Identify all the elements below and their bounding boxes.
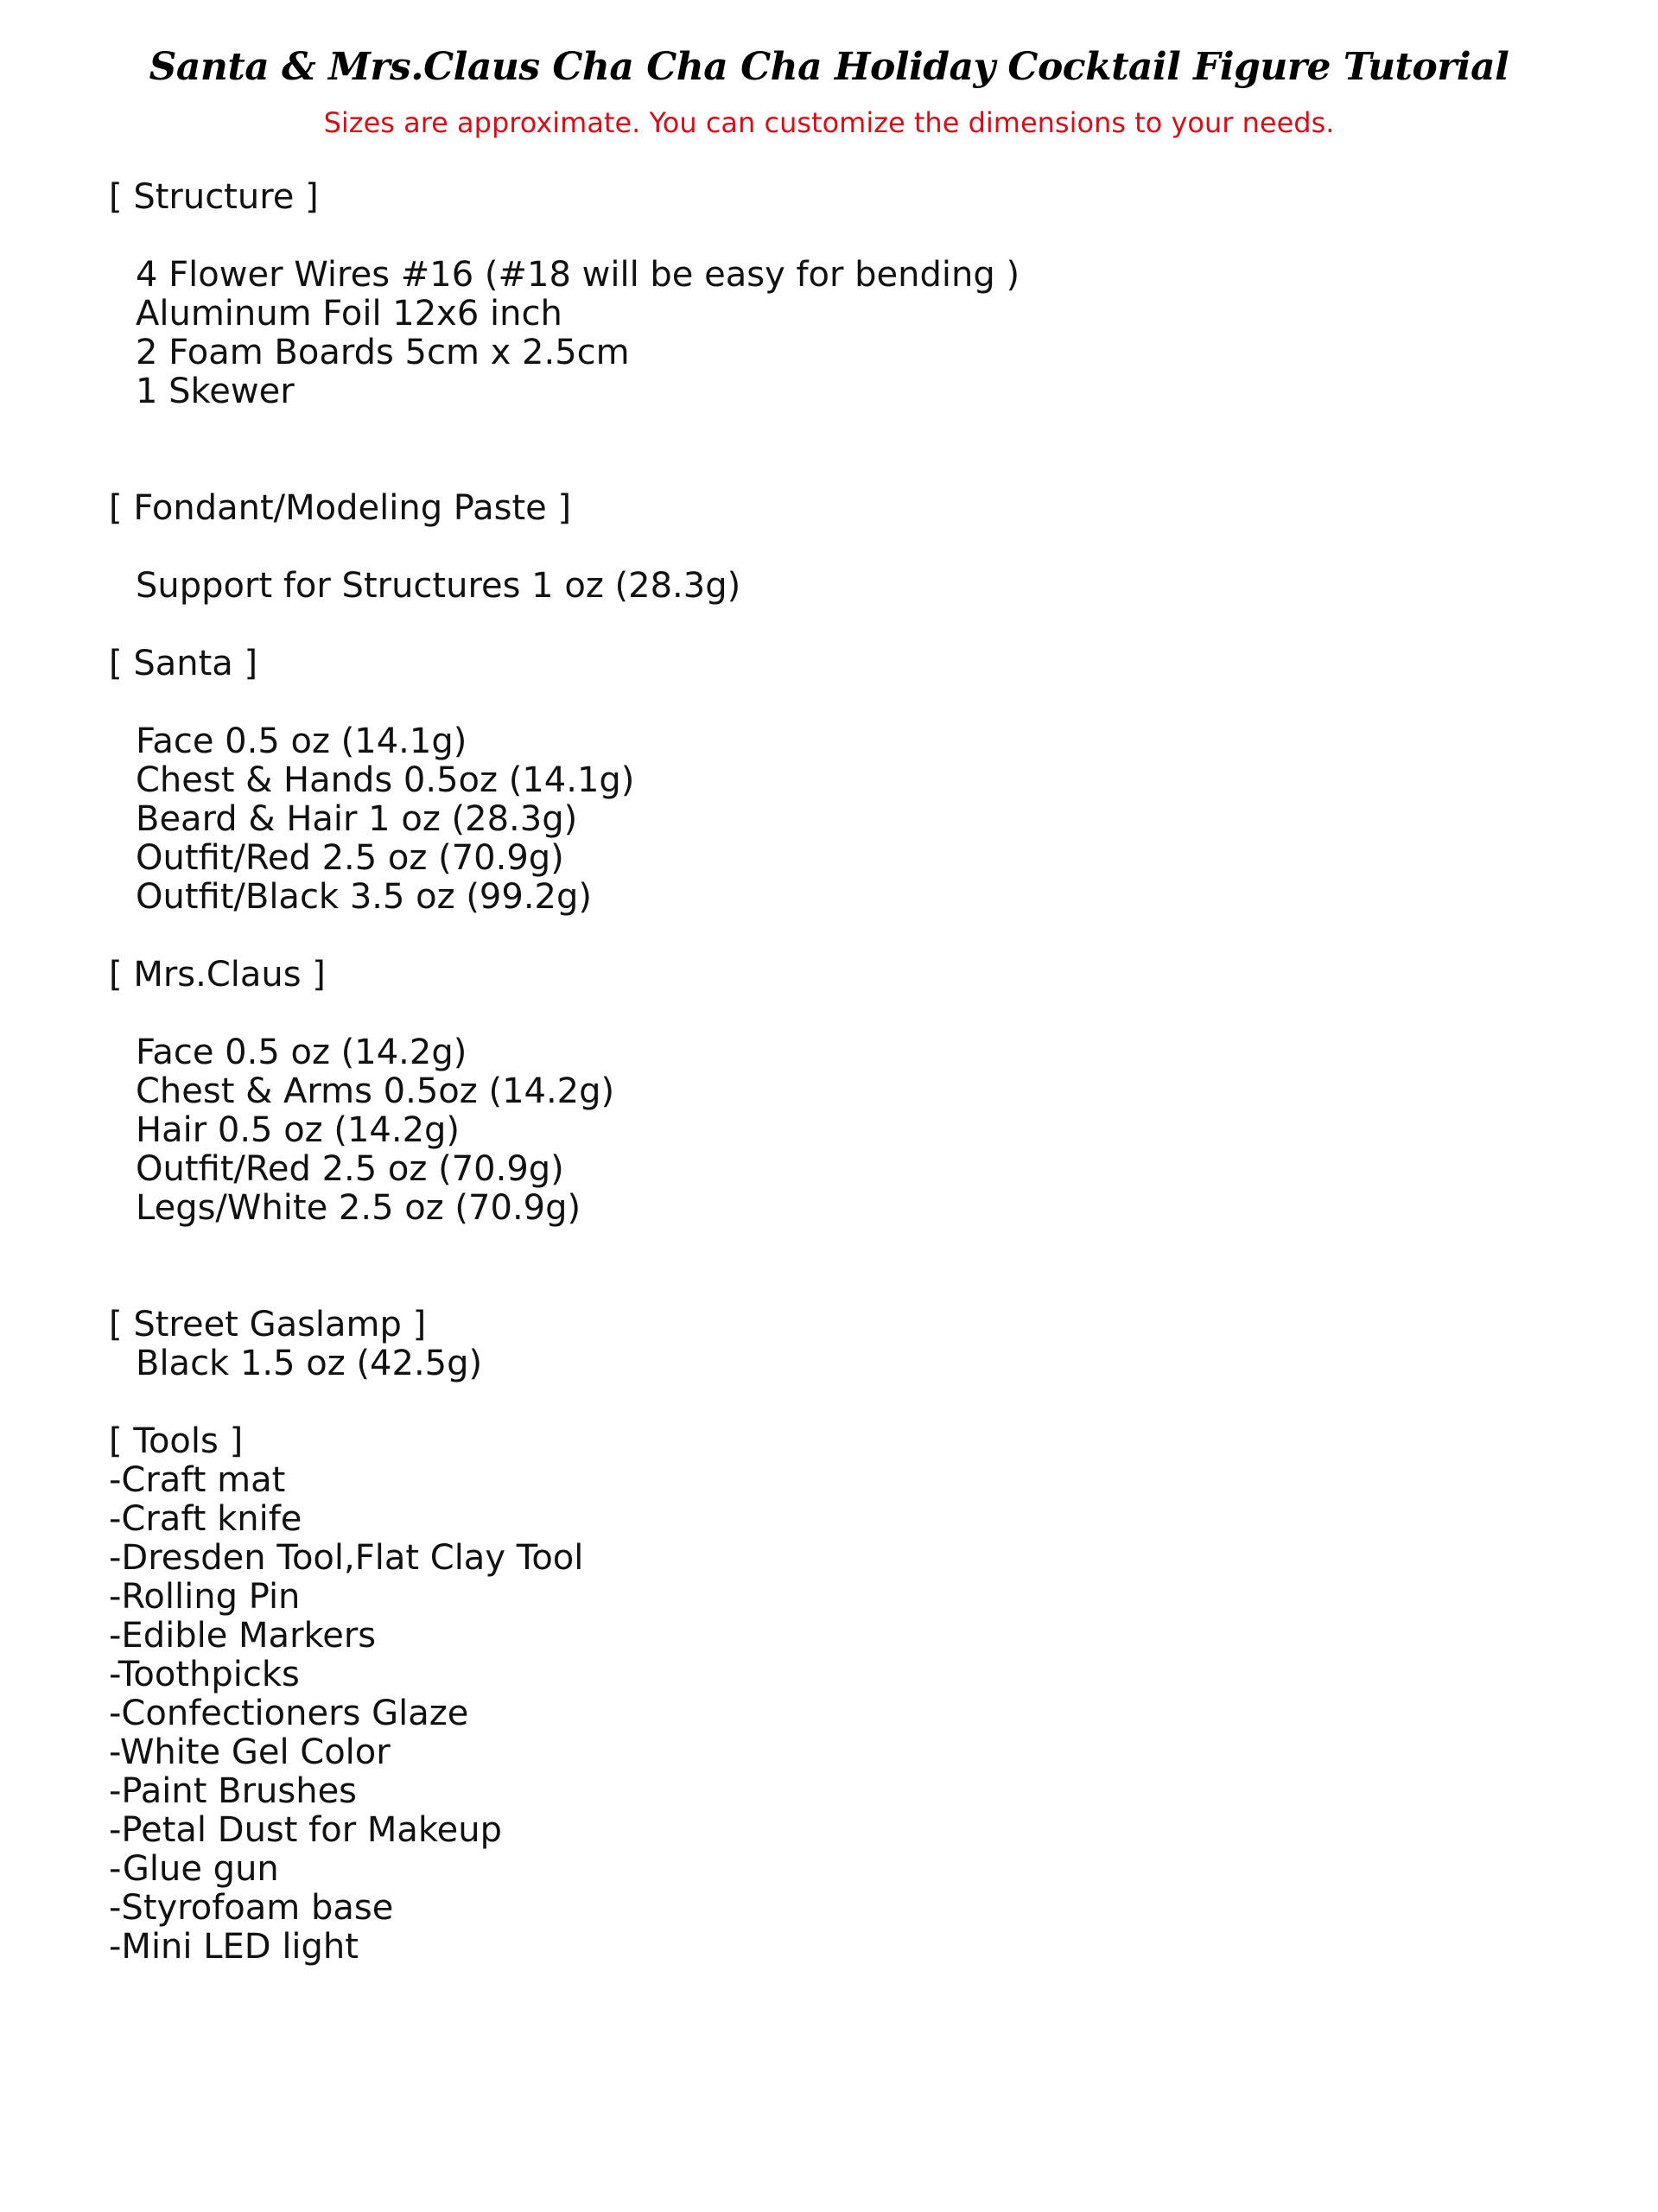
section-heading: [ Santa ] — [109, 644, 258, 683]
list-item: 2 Foam Boards 5cm x 2.5cm — [136, 333, 630, 372]
list-item: -Petal Dust for Makeup — [109, 1810, 502, 1850]
section-fondant — [109, 489, 1578, 606]
page-title: Santa & Mrs.Claus Cha Cha Cha Holiday Cocktail Figure Tutorial — [149, 45, 1509, 89]
list-item: -White Gel Color — [109, 1732, 391, 1772]
list-item: Hair 0.5 oz (14.2g) — [136, 1110, 461, 1150]
list-item: Outfit/Red 2.5 oz (70.9g) — [136, 838, 564, 878]
list-item: -Craft knife — [109, 1499, 302, 1539]
section-street-gaslamp — [109, 1306, 1578, 1383]
list-item: Outfit/Red 2.5 oz (70.9g) — [136, 1149, 564, 1189]
section-heading: [ Mrs.Claus ] — [109, 955, 326, 995]
list-item: -Styrofoam base — [109, 1888, 394, 1928]
list-item: Outfit/Black 3.5 oz (99.2g) — [136, 877, 592, 917]
list-item: Legs/White 2.5 oz (70.9g) — [136, 1188, 581, 1228]
section-heading: [ Structure ] — [109, 177, 319, 217]
list-item: -Confectioners Glaze — [109, 1694, 469, 1733]
list-item: 1 Skewer — [136, 372, 295, 411]
section-tools — [109, 1422, 1578, 1967]
list-item: Face 0.5 oz (14.2g) — [136, 1033, 467, 1072]
section-heading: [ Tools ] — [109, 1421, 244, 1461]
list-item: -Craft mat — [109, 1460, 286, 1500]
list-item: Chest & Hands 0.5oz (14.1g) — [136, 760, 635, 800]
materials-list — [109, 178, 1578, 1967]
section-heading: [ Street Gaslamp ] — [109, 1305, 427, 1344]
list-item: 4 Flower Wires #16 (#18 will be easy for bending ) — [136, 255, 1020, 295]
list-item: Chest & Arms 0.5oz (14.2g) — [136, 1071, 615, 1111]
list-item: -Dresden Tool,Flat Clay Tool — [109, 1538, 584, 1578]
list-item: Aluminum Foil 12x6 inch — [136, 294, 562, 334]
list-item: -Glue gun — [109, 1849, 279, 1889]
list-item: -Mini LED light — [109, 1927, 359, 1967]
list-item: Black 1.5 oz (42.5g) — [136, 1344, 483, 1383]
section-mrs-claus — [109, 956, 1578, 1228]
page-subtitle: Sizes are approximate. You can customize the dimensions to your needs. — [323, 106, 1335, 139]
section-santa — [109, 645, 1578, 917]
list-item: -Paint Brushes — [109, 1771, 358, 1811]
list-item: -Edible Markers — [109, 1616, 377, 1656]
list-item: Beard & Hair 1 oz (28.3g) — [136, 799, 578, 839]
list-item: -Toothpicks — [109, 1655, 300, 1694]
list-item: -Rolling Pin — [109, 1577, 301, 1617]
section-heading: [ Fondant/Modeling Paste ] — [109, 488, 572, 528]
section-structure — [109, 178, 1578, 411]
list-item: Support for Structures 1 oz (28.3g) — [136, 566, 741, 606]
list-item: Face 0.5 oz (14.1g) — [136, 721, 467, 761]
